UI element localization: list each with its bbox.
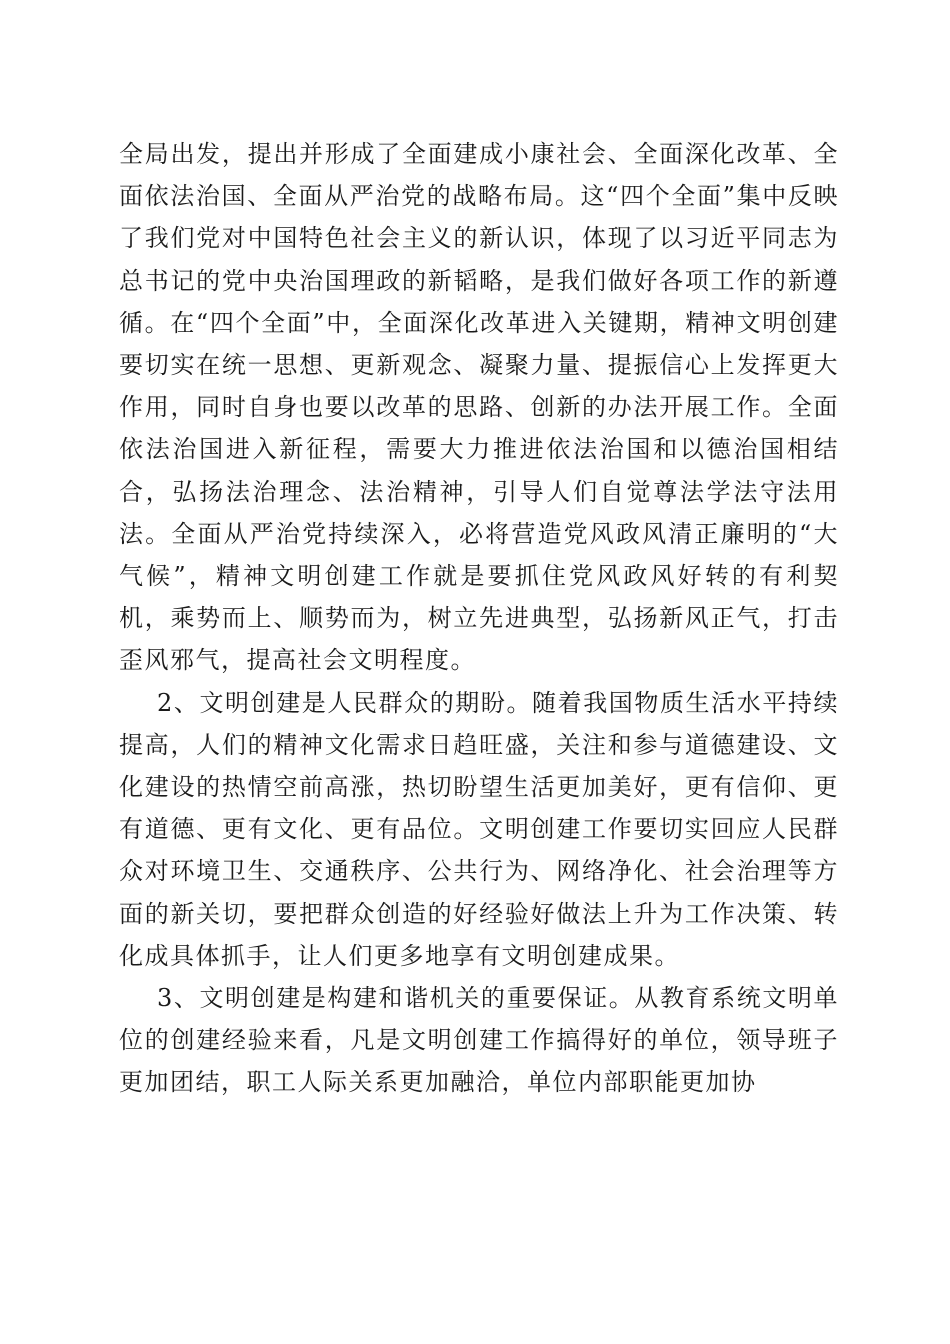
paragraph-continuation: 全局出发，提出并形成了全面建成小康社会、全面深化改革、全面依法治国、全面从严治党的战略布局。这“四个全面”集中反映了我们党对中国特色社会主义的新认识，体现了以习近平同志为总书记的党中央治国理政的新韬略，是我们做好各项工作的新遵循。在“四个全面”中，全面深化改革进入关键期，精神文明创建要切实在统一思想、更新观念、凝聚力量、提振信心上发挥更大作用，同时自身也要以改革的思路、创新的办法开展工作。全面依法治国进入新征程，需要大力推进依法治国和以德治国相结合，弘扬法治理念、法治精神，引导人们自觉尊法学法守法用法。全面从严治党持续深入，必将营造党风政风清正廉明的“大气候”，精神文明创建工作就是要抓住党风政风好转的有利契机，乘势而上、顺势而为，树立先进典型，弘扬新风正气，打击歪风邪气，提高社会文明程度。 [119, 140, 839, 675]
document-body [119, 133, 839, 1104]
paragraph-point-2: 2、文明创建是人民群众的期盼。随着我国物质生活水平持续提高，人们的精神文化需求日趋旺盛，关注和参与道德建设、文化建设的热情空前高涨，热切盼望生活更加美好，更有信仰、更有道德、更有文化、更有品位。文明创建工作要切实回应人民群众对环境卫生、交通秩序、公共行为、网络净化、社会治理等方面的新关切，要把群众创造的好经验好做法上升为工作决策、转化成具体抓手，让人们更多地享有文明创建成果。 [119, 688, 839, 970]
paragraph-point-3: 3、文明创建是构建和谐机关的重要保证。从教育系统文明单位的创建经验来看，凡是文明创建工作搞得好的单位，领导班子更加团结，职工人际关系更加融洽，单位内部职能更加协 [119, 984, 839, 1097]
